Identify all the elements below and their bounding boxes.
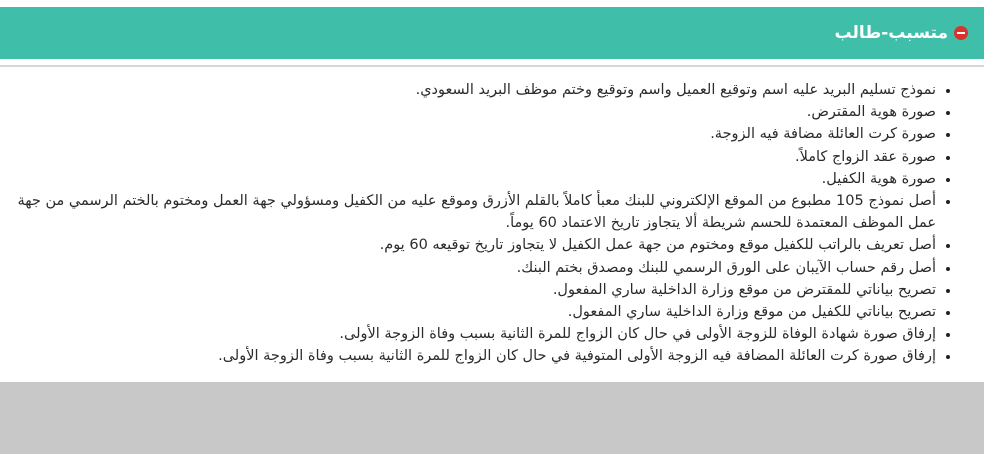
accordion-title[interactable]: متسبب-طالب <box>834 23 948 43</box>
requirements-list <box>3 79 958 368</box>
requirement-item: • تصريح بياناتي للمقترض من موقع وزارة الداخلية ساري المفعول. <box>3 279 936 301</box>
requirement-item: • صورة عقد الزواج كاملاً. <box>3 146 936 168</box>
requirement-item: • إرفاق صورة كرت العائلة المضافة فيه الزوجة الأولى المتوفية في حال كان الزواج للمرة الثانية بسبب وفاة الزوجة الأولى. <box>3 345 936 367</box>
requirement-item: • إرفاق صورة شهادة الوفاة للزوجة الأولى في حال كان الزواج للمرة الثانية بسبب وفاة الزوجة الأولى. <box>3 323 936 345</box>
requirement-item: • صورة كرت العائلة مضافة فيه الزوجة. <box>3 123 936 145</box>
requirement-item: • تصريح بياناتي للكفيل من موقع وزارة الداخلية ساري المفعول. <box>3 301 936 323</box>
minus-circle-icon[interactable] <box>954 26 968 40</box>
requirement-item: • أصل نموذج 105 مطبوع من الموقع الإلكتروني للبنك معبأ كاملاً بالقلم الأزرق وموقع عليه من الكفيل ومسؤولي جهة العمل ومختوم بالختم الرسمي من جهة عمل الموظف المعتمدة للحسم شريطة ألا يتجاوز تاريخ الاعتماد 60 يوماً. <box>3 190 936 234</box>
requirement-item: • أصل تعريف بالراتب للكفيل موقع ومختوم من جهة عمل الكفيل لا يتجاوز تاريخ توقيعه 60 يوم. <box>3 234 936 256</box>
accordion-header[interactable] <box>0 7 984 59</box>
requirement-item: • نموذج تسليم البريد عليه اسم وتوقيع العميل واسم وتوقيع وختم موظف البريد السعودي. <box>3 79 936 101</box>
requirement-item: • أصل رقم حساب الآيبان على الورق الرسمي للبنك ومصدق بختم البنك. <box>3 257 936 279</box>
header-divider <box>0 65 984 67</box>
requirement-item: • صورة هوية المقترض. <box>3 101 936 123</box>
accordion-header-content[interactable] <box>834 7 968 59</box>
requirement-item: • صورة هوية الكفيل. <box>3 168 936 190</box>
